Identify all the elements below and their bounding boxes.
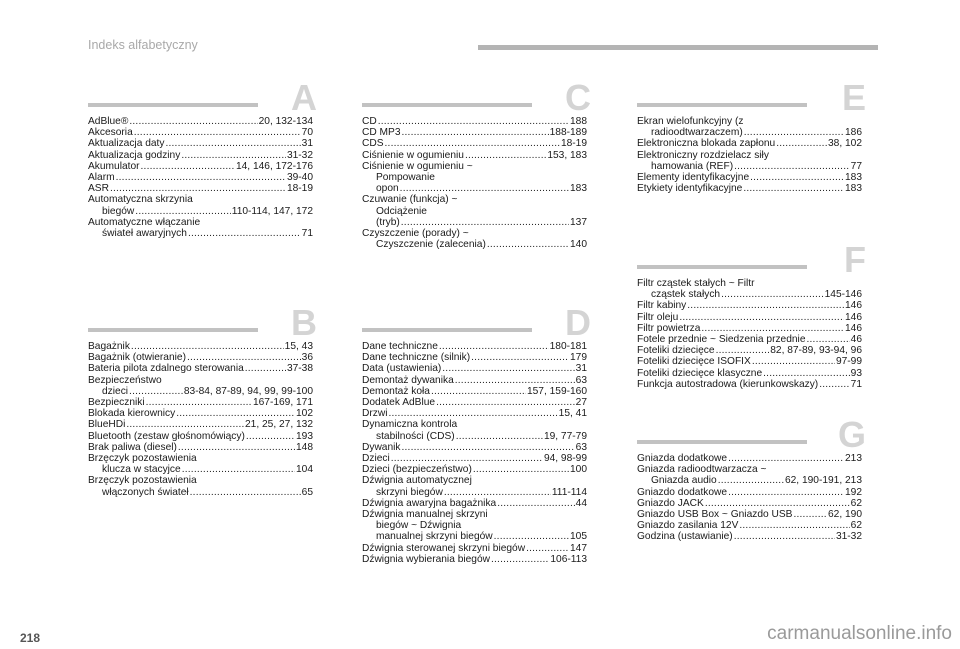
- section-letter: F: [844, 239, 866, 280]
- index-entry-label: Brzęczyk pozostawienia: [88, 453, 197, 465]
- index-entry: [88, 386, 313, 397]
- dot-leader: [385, 138, 560, 149]
- index-entry-pages: 44: [575, 497, 587, 509]
- dot-leader: [752, 356, 835, 367]
- index-entry: [88, 341, 313, 352]
- index-entry: [637, 531, 862, 542]
- index-entry-term: Demontaż dywanika: [362, 374, 454, 386]
- index-section-a: [88, 77, 317, 240]
- index-entry-pages: 186: [845, 127, 862, 139]
- index-section-f: [637, 239, 866, 390]
- index-entry-term: Dzieci (bezpieczeństwo): [362, 464, 472, 476]
- index-entry-pages: 111-114: [551, 486, 587, 498]
- index-entry: [362, 341, 587, 352]
- watermark: carmanualsonline.info: [767, 623, 952, 644]
- dot-leader: [473, 464, 569, 475]
- dot-leader: [743, 183, 844, 194]
- index-section-e: [637, 77, 866, 195]
- index-entry: [88, 431, 313, 442]
- index-entry-term: opon: [376, 183, 399, 195]
- index-entry-label: Automatyczna skrzynia: [88, 194, 193, 206]
- index-entry: [637, 487, 862, 498]
- dot-leader: [728, 453, 844, 464]
- dot-leader: [110, 183, 286, 194]
- index-entry-pages: 146: [845, 300, 862, 312]
- index-entry-pages: 46: [850, 334, 862, 346]
- index-entry-term: dzieci: [102, 385, 129, 397]
- index-section-d: [362, 302, 591, 565]
- dot-leader: [819, 379, 849, 390]
- index-entry: [362, 442, 587, 453]
- dot-leader: [141, 161, 235, 172]
- section-rule: [637, 103, 807, 107]
- index-entry-pages: 21, 25, 27, 132: [245, 419, 313, 431]
- dot-leader: [129, 116, 257, 127]
- index-entry-term: Fotele przednie ~ Siedzenia przednie: [637, 334, 806, 346]
- index-entry-pages: 137: [570, 216, 587, 228]
- index-entry: [637, 161, 862, 172]
- index-entry-term: Etykiety identyfikacyjne: [637, 183, 743, 195]
- dot-leader: [679, 312, 844, 323]
- index-entry: [88, 397, 313, 408]
- index-entry-pages: 147: [570, 542, 587, 554]
- index-entry-label: Pompowanie: [376, 172, 435, 184]
- index-entry-pages: 146: [845, 311, 862, 323]
- index-entry-term: Dywanik: [362, 441, 401, 453]
- index-entry-term: Funkcja autostradowa (kierunkowskazy): [637, 378, 819, 390]
- index-entry-pages: 94, 98-99: [543, 453, 587, 465]
- index-entry-label: Odciążenie: [376, 205, 427, 217]
- dot-leader: [134, 127, 301, 138]
- index-entry-pages: 19, 77-79: [543, 430, 587, 442]
- index-entry-pages: 31: [575, 363, 587, 375]
- index-entry-pages: 63: [575, 441, 587, 453]
- index-entry-pages: 183: [845, 183, 862, 195]
- dot-leader: [182, 464, 295, 475]
- index-entry-pages: 179: [570, 352, 587, 364]
- dot-leader: [497, 498, 574, 509]
- index-entry-pages: 15, 41: [558, 408, 587, 420]
- index-entry: [362, 453, 587, 464]
- index-section-g: [637, 414, 866, 543]
- index-entry: [88, 172, 313, 183]
- index-entry: [88, 228, 313, 239]
- dot-leader: [526, 543, 569, 554]
- dot-leader: [126, 419, 244, 430]
- dot-leader: [444, 487, 551, 498]
- index-entry-term: Dźwignia wybierania biegów: [362, 553, 490, 565]
- section-rule: [362, 103, 532, 107]
- dot-leader: [487, 239, 569, 250]
- dot-leader: [718, 475, 784, 486]
- index-entry: [362, 116, 587, 127]
- index-entry-term: ASR: [88, 183, 109, 195]
- index-entry: [362, 183, 587, 194]
- index-entry: [637, 356, 862, 367]
- dot-leader: [807, 334, 850, 345]
- index-entry-pages: 192: [845, 486, 862, 498]
- index-entry: [362, 217, 587, 228]
- index-entry: [637, 334, 862, 345]
- index-entry-term: Bagażnik: [88, 341, 130, 352]
- index-entry-label: Filtr cząstek stałych ~ Filtr: [637, 278, 755, 289]
- index-entry-pages: 20, 132-134: [258, 116, 313, 127]
- index-entry-term: Filtr powietrza: [637, 322, 701, 334]
- index-entry-term: Data (ustawienia): [362, 363, 442, 375]
- index-entry-term: stabilności (CDS): [376, 430, 455, 442]
- index-entry-pages: 83-84, 87-89, 94, 99, 99-100: [183, 385, 313, 397]
- dot-leader: [744, 127, 844, 138]
- index-entry-term: (tryb): [376, 216, 400, 228]
- index-entry-pages: 140: [570, 239, 587, 251]
- index-entry-label: Czuwanie (funkcja) ~: [362, 194, 458, 206]
- index-entry-term: Blokada kierownicy: [88, 408, 176, 420]
- index-entry-pages: 100: [570, 464, 587, 476]
- index-entry: [637, 312, 862, 323]
- dot-leader: [776, 138, 827, 149]
- index-entry: [88, 464, 313, 475]
- index-entry-term: Brak paliwa (diesel): [88, 441, 177, 453]
- index-entry-term: Ciśnienie w ogumieniu: [362, 149, 464, 161]
- index-entry-term: CDS: [362, 138, 384, 150]
- index-entry-term: Filtr oleju: [637, 311, 679, 323]
- dot-leader: [135, 206, 231, 217]
- index-entry: [637, 127, 862, 138]
- index-entry-term: Foteliki dziecięce ISOFIX: [637, 356, 751, 368]
- index-entry: [362, 487, 587, 498]
- dot-leader: [165, 138, 300, 149]
- index-entry-label: Dźwignia automatycznej: [362, 475, 472, 487]
- index-entry-pages: 193: [296, 430, 313, 442]
- index-entry-term: biegów: [102, 205, 135, 217]
- index-entry-term: Dźwignia sterowanej skrzyni biegów: [362, 542, 526, 554]
- index-entry-pages: 106-113: [550, 553, 587, 565]
- section-letter: E: [841, 77, 866, 118]
- section-letter: B: [291, 302, 317, 343]
- index-entry-term: Godzina (ustawianie): [637, 531, 733, 543]
- index-entry: [88, 419, 313, 430]
- dot-leader: [456, 431, 543, 442]
- index-entry-term: Dzieci: [362, 453, 390, 465]
- index-entry-pages: 71: [850, 378, 862, 390]
- index-entry: [637, 520, 862, 531]
- index-entry-term: CD: [362, 116, 377, 127]
- dot-leader: [146, 397, 252, 408]
- index-entry-label: Dźwignia manualnej skrzyni: [362, 509, 488, 521]
- dot-leader: [129, 386, 183, 397]
- index-entry-label: biegów ~ Dźwignia: [376, 520, 462, 532]
- index-entry-term: Aktualizacja daty: [88, 138, 165, 150]
- index-entry: [88, 206, 313, 217]
- dot-leader: [471, 352, 569, 363]
- dot-leader: [402, 127, 549, 138]
- index-entry-term: świateł awaryjnych: [102, 228, 187, 240]
- index-entry-pages: 167-169, 171: [252, 397, 313, 409]
- index-entry-pages: 183: [570, 183, 587, 195]
- page-number: 218: [20, 631, 41, 645]
- section-letter: C: [565, 77, 591, 118]
- index-entry-term: Elektroniczna blokada zapłonu: [637, 138, 776, 150]
- index-entry-term: skrzyni biegów: [376, 486, 443, 498]
- section-rule: [637, 265, 807, 269]
- dot-leader: [400, 183, 569, 194]
- index-entry: [362, 363, 587, 374]
- index-entry: [362, 375, 587, 386]
- index-entry-pages: 14, 146, 172-176: [235, 160, 313, 172]
- dot-leader: [178, 442, 295, 453]
- page-header-title: Indeks alfabetyczny: [88, 38, 198, 52]
- index-entry-label: Czyszczenie (porady) ~: [362, 228, 469, 240]
- index-entry-term: Aktualizacja godziny: [88, 149, 181, 161]
- index-entry: [362, 352, 587, 363]
- index-entry: [637, 453, 862, 464]
- index-entry-term: Bateria pilota zdalnego sterowania: [88, 363, 244, 375]
- index-entry-pages: 188: [570, 116, 587, 127]
- dot-leader: [494, 531, 569, 542]
- dot-leader: [401, 217, 569, 228]
- dot-leader: [391, 453, 543, 464]
- dot-leader: [187, 352, 301, 363]
- dot-leader: [388, 408, 557, 419]
- dot-leader: [188, 228, 301, 239]
- index-entry-pages: 110-114, 147, 172: [231, 205, 313, 217]
- dot-leader: [442, 363, 574, 374]
- dot-leader: [245, 363, 286, 374]
- index-entry: [362, 397, 587, 408]
- dot-leader: [734, 161, 850, 172]
- index-entry: [362, 386, 587, 397]
- section-rule: [88, 328, 258, 332]
- dot-leader: [701, 323, 844, 334]
- index-entry-pages: 31: [301, 138, 313, 150]
- index-entry-term: Bagażnik (otwieranie): [88, 352, 186, 364]
- dot-leader: [734, 531, 835, 542]
- index-entry-term: Czyszczenie (zalecenia): [376, 239, 486, 251]
- index-entry: [88, 352, 313, 363]
- dot-leader: [491, 554, 549, 565]
- index-entry: [362, 127, 587, 138]
- index-entry-label: Bezpieczeństwo: [88, 374, 162, 386]
- index-entry-term: Gniazdo USB Box ~ Gniazdo USB: [637, 509, 793, 521]
- index-entry-term: Bluetooth (zestaw głośnomówiący): [88, 430, 245, 442]
- dot-leader: [181, 150, 286, 161]
- index-entry: [637, 323, 862, 334]
- index-entry: [637, 172, 862, 183]
- index-entry-pages: 97-99: [835, 356, 862, 368]
- index-entry-pages: 62, 190: [828, 509, 862, 521]
- index-entry-pages: 93: [850, 367, 862, 379]
- index-entry: [362, 531, 587, 542]
- index-entry-pages: 38, 102: [828, 138, 862, 150]
- dot-leader: [439, 341, 549, 352]
- index-entry-pages: 15, 43: [284, 341, 313, 352]
- index-entry: [88, 183, 313, 194]
- dot-leader: [176, 408, 295, 419]
- index-entry-term: CD MP3: [362, 127, 401, 139]
- index-entry: [362, 554, 587, 565]
- index-entry-term: Drzwi: [362, 408, 388, 420]
- index-entry-pages: 62, 190-191, 213: [784, 475, 862, 487]
- index-entry-term: BlueHDi: [88, 419, 126, 431]
- index-entry-term: Elementy identyfikacyjne: [637, 172, 750, 184]
- index-entry: [362, 138, 587, 149]
- index-entry: [637, 509, 862, 520]
- index-entry-term: radioodtwarzaczem): [651, 127, 743, 139]
- index-entry-pages: 65: [301, 486, 313, 498]
- index-section-b: [88, 302, 317, 498]
- dot-leader: [739, 520, 849, 531]
- index-entry-pages: 148: [296, 441, 313, 453]
- index-entry-term: Demontaż koła: [362, 385, 430, 397]
- dot-leader: [378, 116, 569, 127]
- index-entry-term: włączonych świateł: [102, 486, 189, 498]
- dot-leader: [793, 509, 827, 520]
- index-entry: [88, 442, 313, 453]
- section-rule: [88, 103, 258, 107]
- index-entry: [637, 345, 862, 356]
- index-entry-term: Filtr kabiny: [637, 300, 687, 312]
- index-entry-label: Gniazda radioodtwarzacza ~: [637, 464, 767, 476]
- index-entry: [88, 487, 313, 498]
- index-entry: [362, 431, 587, 442]
- index-entry-term: Gniazdo JACK: [637, 497, 704, 509]
- index-entry-label: Dynamiczna kontrola: [362, 419, 458, 431]
- dot-leader: [687, 300, 844, 311]
- index-entry-pages: 105: [570, 531, 587, 543]
- dot-leader: [131, 341, 284, 352]
- index-entry-label: Ciśnienie w ogumieniu ~: [362, 160, 473, 172]
- index-entry-pages: 62: [850, 520, 862, 532]
- index-entry-pages: 36: [301, 352, 313, 364]
- index-entry-pages: 77: [850, 160, 862, 172]
- index-entry-pages: 62: [850, 497, 862, 509]
- index-entry-pages: 188-189: [549, 127, 587, 139]
- index-entry-pages: 71: [301, 228, 313, 240]
- index-entry-pages: 213: [845, 453, 862, 464]
- index-entry-term: Akcesoria: [88, 127, 133, 139]
- index-entry-label: Elektroniczny rozdzielacz siły: [637, 149, 769, 161]
- index-entry-term: Akumulator: [88, 160, 140, 172]
- dot-leader: [716, 345, 770, 356]
- index-entry: [88, 161, 313, 172]
- index-entry-term: Gniazdo zasilania 12V: [637, 520, 739, 532]
- dot-leader: [750, 172, 844, 183]
- dot-leader: [705, 498, 850, 509]
- index-entry-pages: 102: [296, 408, 313, 420]
- dot-leader: [431, 386, 526, 397]
- index-entry: [88, 408, 313, 419]
- index-entry-label: Ekran wielofunkcyjny (z: [637, 116, 744, 127]
- index-entry-pages: 82, 87-89, 93-94, 96: [770, 345, 862, 357]
- index-entry-pages: 63: [575, 374, 587, 386]
- index-entry-term: Gniazdo dodatkowe: [637, 486, 728, 498]
- index-entry: [362, 150, 587, 161]
- index-entry: [362, 543, 587, 554]
- index-entry: [88, 363, 313, 374]
- section-letter: D: [565, 302, 591, 343]
- index-entry-term: AdBlue®: [88, 116, 129, 127]
- dot-leader: [116, 172, 286, 183]
- index-entry-term: Bezpieczniki: [88, 397, 145, 409]
- dot-leader: [436, 397, 575, 408]
- index-entry-term: hamowania (REF): [651, 160, 734, 172]
- index-entry-pages: 31-32: [286, 149, 313, 161]
- index-entry: [88, 138, 313, 149]
- index-entry: [362, 239, 587, 250]
- index-entry-term: Alarm: [88, 172, 115, 184]
- index-entry-label: Brzęczyk pozostawienia: [88, 475, 197, 487]
- index-entry: [362, 464, 587, 475]
- index-entry: [637, 379, 862, 390]
- index-entry-term: Gniazda audio: [651, 475, 717, 487]
- index-entry-pages: 157, 159-160: [526, 385, 587, 397]
- index-entry-term: Foteliki dziecięce klasyczne: [637, 367, 763, 379]
- index-entry-term: Gniazda dodatkowe: [637, 453, 728, 464]
- header-rule: [478, 45, 878, 50]
- index-entry-term: manualnej skrzyni biegów: [376, 531, 493, 543]
- dot-leader: [246, 431, 295, 442]
- index-entry-term: Dane techniczne (silnik): [362, 352, 471, 364]
- index-entry-term: cząstek stałych: [651, 289, 721, 301]
- index-entry-pages: 70: [301, 127, 313, 139]
- dot-leader: [763, 368, 850, 379]
- index-entry: [637, 475, 862, 486]
- index-entry-pages: 18-19: [560, 138, 587, 150]
- index-entry-pages: 18-19: [286, 183, 313, 195]
- index-entry-pages: 31-32: [835, 531, 862, 543]
- section-rule: [637, 440, 807, 444]
- section-letter: G: [837, 414, 866, 455]
- index-entry: [88, 116, 313, 127]
- index-entry: [637, 183, 862, 194]
- index-entry-pages: 183: [845, 172, 862, 184]
- index-entry-term: Dodatek AdBlue: [362, 397, 436, 409]
- index-entry-term: Foteliki dziecięce: [637, 345, 715, 357]
- section-letter: A: [291, 77, 317, 118]
- index-entry: [637, 289, 862, 300]
- dot-leader: [721, 289, 824, 300]
- index-entry: [637, 138, 862, 149]
- dot-leader: [190, 487, 301, 498]
- dot-leader: [465, 150, 546, 161]
- index-entry-term: Dane techniczne: [362, 341, 438, 352]
- index-entry: [637, 498, 862, 509]
- index-entry: [362, 498, 587, 509]
- section-rule: [362, 328, 532, 332]
- index-entry-pages: 153, 183: [547, 149, 587, 161]
- dot-leader: [455, 375, 575, 386]
- index-entry-pages: 145-146: [824, 289, 862, 301]
- dot-leader: [402, 442, 575, 453]
- index-entry-term: klucza w stacyjce: [102, 464, 181, 476]
- index-entry-pages: 146: [845, 322, 862, 334]
- index-entry-label: Automatyczne włączanie: [88, 216, 201, 228]
- index-entry: [362, 408, 587, 419]
- index-entry-term: Dźwignia awaryjna bagażnika: [362, 497, 497, 509]
- dot-leader: [728, 487, 844, 498]
- index-entry: [88, 127, 313, 138]
- index-entry-pages: 104: [296, 464, 313, 476]
- index-entry-pages: 180-181: [549, 341, 587, 352]
- index-entry: [637, 368, 862, 379]
- index-entry-pages: 39-40: [286, 172, 313, 184]
- index-entry: [88, 150, 313, 161]
- index-entry-pages: 37-38: [286, 363, 313, 375]
- index-section-c: [362, 77, 591, 251]
- index-entry: [637, 300, 862, 311]
- index-entry-pages: 27: [575, 397, 587, 409]
